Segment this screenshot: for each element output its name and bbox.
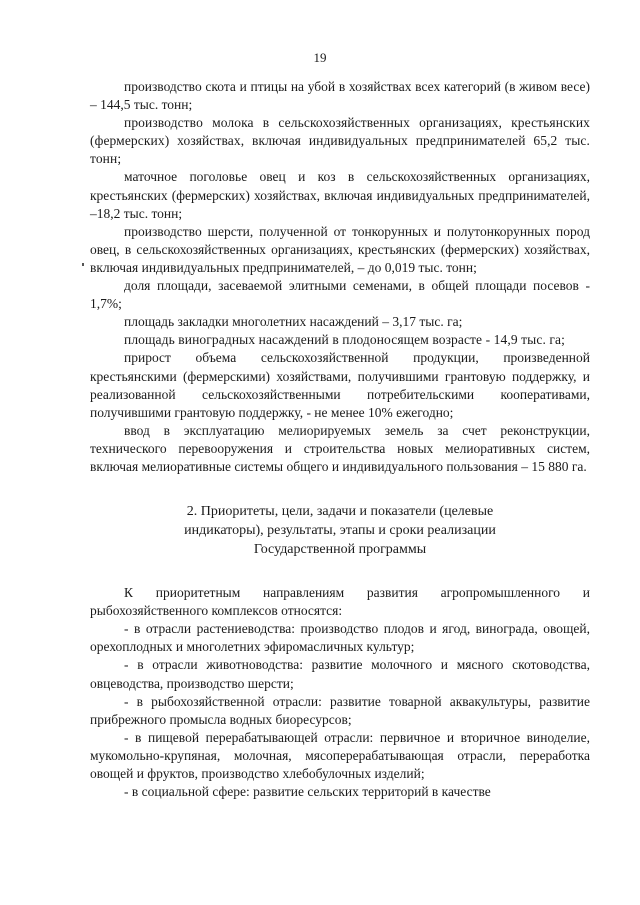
section-heading-line: 2. Приоритеты, цели, задачи и показатели (целевые	[186, 504, 494, 520]
scan-speck	[82, 263, 84, 266]
section-heading-line: индикаторы), результаты, этапы и сроки реализации	[184, 523, 496, 539]
section-heading-line: Государственной программы	[253, 542, 427, 558]
paragraph-animal-husbandry: - в отрасли животноводства: развитие молочного и мясного скотоводства, овцеводства, производство шерсти;	[90, 657, 590, 691]
paragraph-sheep-goats: маточное поголовье овец и коз в сельскохозяйственных организациях, крестьянских (фермерских) хозяйствах, включая индивидуальных предпринимателей, –18,2 тыс. тонн;	[90, 169, 590, 221]
page-number: 19	[313, 50, 327, 65]
paragraph-wool: производство шерсти, полученной от тонкорунных и полутонкорунных пород овец, в сельскохозяйственных организациях, крестьянских (фермерских) хозяйствах, включая индивидуальных предпринимателей, – до 0,019 тыс. тонн;	[90, 223, 590, 275]
paragraph-food-processing: - в пищевой перерабатывающей отрасли: первичное и вторичное виноделие, мукомольно-крупяная, молочная, мясоперерабатывающая отрасли, переработка овощей и фруктов, производство хлебобулочных изделий;	[90, 729, 590, 781]
section-heading	[90, 502, 590, 559]
paragraph-social-sphere: - в социальной сфере: развитие сельских территорий в качестве	[124, 784, 491, 800]
paragraph-elite-seeds: доля площади, засеваемой элитными семенами, в общей площади посевов - 1,7%;	[90, 278, 590, 312]
document-body	[90, 78, 590, 801]
paragraph-crop-production: - в отрасли растениеводства: производство плодов и ягод, винограда, овощей, орехоплодных и многолетних эфиромасличных культур;	[90, 621, 590, 655]
paragraph-livestock: производство скота и птицы на убой в хозяйствах всех категорий (в живом весе) – 144,5 тыс. тонн;	[90, 79, 590, 113]
paragraph-fisheries: - в рыбохозяйственной отрасли: развитие товарной аквакультуры, развитие прибрежного промысла водных биоресурсов;	[90, 693, 590, 727]
paragraph-priorities-intro: К приоритетным направлениям развития агропромышленного и рыбохозяйственного комплексов относятся:	[90, 585, 590, 619]
paragraph-perennial-plantings: площадь закладки многолетних насаждений – 3,17 тыс. га;	[124, 314, 463, 330]
paragraph-land-reclamation: ввод в эксплуатацию мелиорируемых земель за счет реконструкции, технического перевооружения и строительства новых мелиоративных систем, включая мелиоративные системы общего и индивидуального пользования – 15 880 га.	[90, 422, 590, 474]
paragraph-milk: производство молока в сельскохозяйственных организациях, крестьянских (фермерских) хозяйствах, включая индивидуальных предпринимателей 65,2 тыс. тонн;	[90, 115, 590, 167]
paragraph-farm-growth: прирост объема сельскохозяйственной продукции, произведенной крестьянскими (фермерскими) хозяйствами, получившими грантовую поддержку, и реализованной сельскохозяйственными потребительскими кооперативами, получившими грантовую поддержку, - не менее 10% ежегодно;	[90, 350, 590, 420]
paragraph-vineyards: площадь виноградных насаждений в плодоносящем возрасте - 14,9 тыс. га;	[124, 332, 565, 348]
